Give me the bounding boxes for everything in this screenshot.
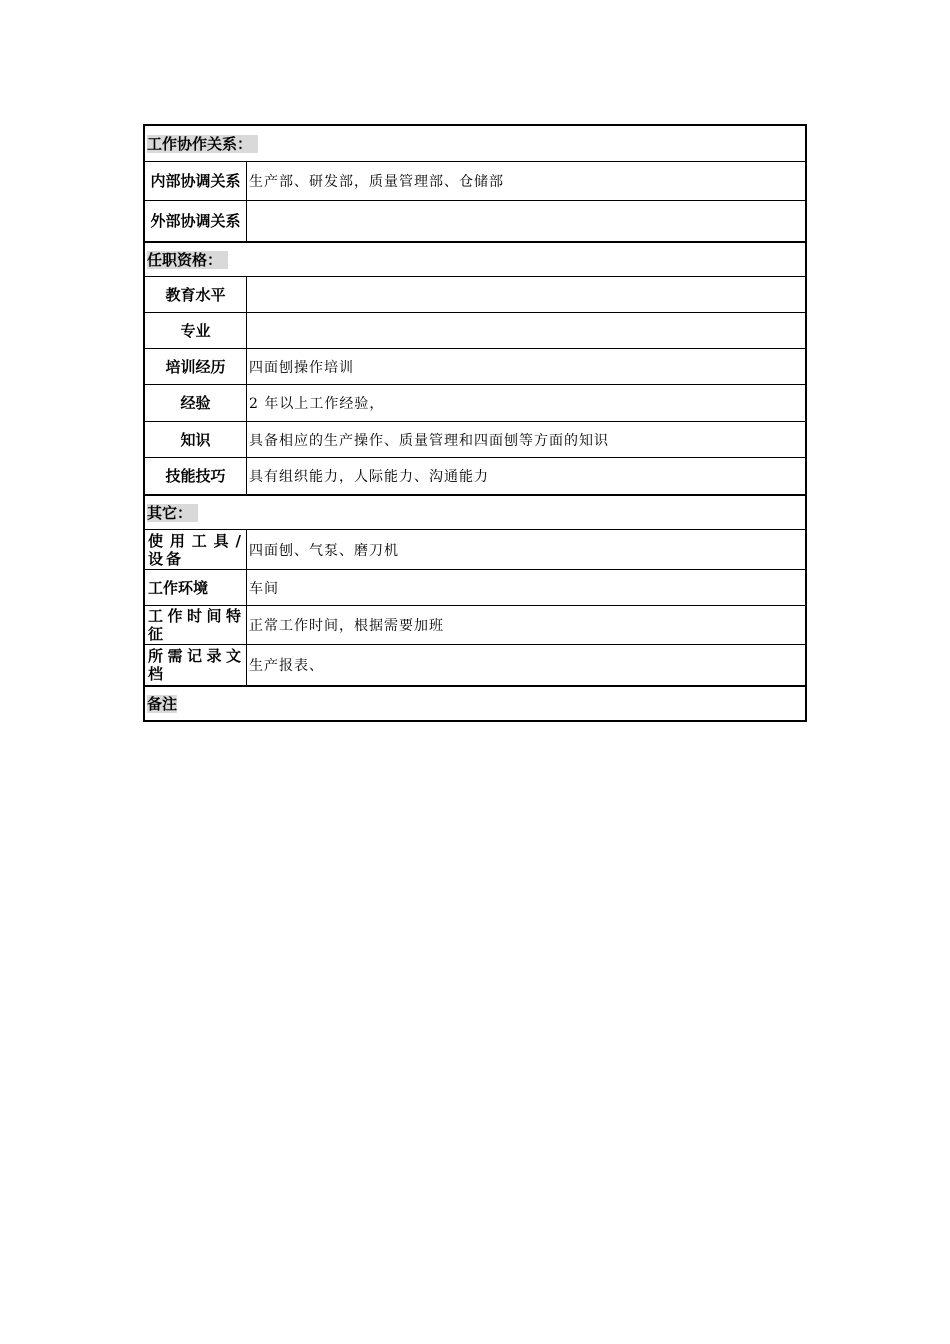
- remarks-label: 备注: [147, 694, 178, 713]
- row-label: 外部协调关系: [145, 201, 247, 241]
- table-row: [145, 313, 805, 349]
- row-label: 专业: [145, 313, 247, 348]
- row-label: 工作时间特征: [145, 606, 247, 644]
- row-label: 所需记录文档: [145, 645, 247, 685]
- row-value: 四面刨操作培训: [249, 359, 354, 376]
- row-label: 培训经历: [145, 349, 247, 384]
- table-row: [145, 385, 805, 422]
- table-row: [145, 530, 805, 570]
- row-value: 车间: [249, 580, 279, 597]
- table-row: [145, 277, 805, 313]
- section-title: 任职资格：: [147, 251, 228, 269]
- table-row: [145, 349, 805, 385]
- row-value: 四面刨、气泵、磨刀机: [249, 542, 399, 559]
- table-row: [145, 422, 805, 458]
- table-row: [145, 606, 805, 645]
- section-header-cooperation: [145, 126, 805, 162]
- row-value: 生产部、研发部，质量管理部、仓储部: [249, 174, 504, 190]
- row-value: [247, 313, 805, 348]
- row-value: 具有组织能力，人际能力、沟通能力: [249, 469, 489, 485]
- section-title: 其它：: [147, 504, 198, 522]
- section-header-qualifications: [145, 241, 805, 277]
- section-title: 工作协作关系：: [147, 135, 258, 153]
- section-header-other: [145, 494, 805, 530]
- row-value: 具备相应的生产操作、质量管理和四面刨等方面的知识: [249, 432, 609, 449]
- row-value: [247, 277, 805, 312]
- row-value: 2 年以上工作经验，: [249, 396, 385, 412]
- row-value: 正常工作时间，根据需要加班: [249, 618, 444, 634]
- remarks-row: [145, 685, 805, 720]
- table-row: [145, 645, 805, 685]
- row-label: 内部协调关系: [145, 162, 247, 200]
- job-description-table: [143, 124, 807, 722]
- row-label: 教育水平: [145, 277, 247, 312]
- row-label: 经验: [145, 385, 247, 421]
- table-row: [145, 201, 805, 241]
- row-value: 生产报表、: [249, 658, 324, 674]
- row-label: 技能技巧: [145, 458, 247, 494]
- row-label: 知识: [145, 422, 247, 457]
- table-row: [145, 458, 805, 494]
- table-row: [145, 162, 805, 201]
- table-row: [145, 570, 805, 606]
- row-value: [247, 201, 805, 241]
- row-label: 使用工具/设备: [145, 530, 247, 569]
- row-label: 工作环境: [145, 570, 247, 605]
